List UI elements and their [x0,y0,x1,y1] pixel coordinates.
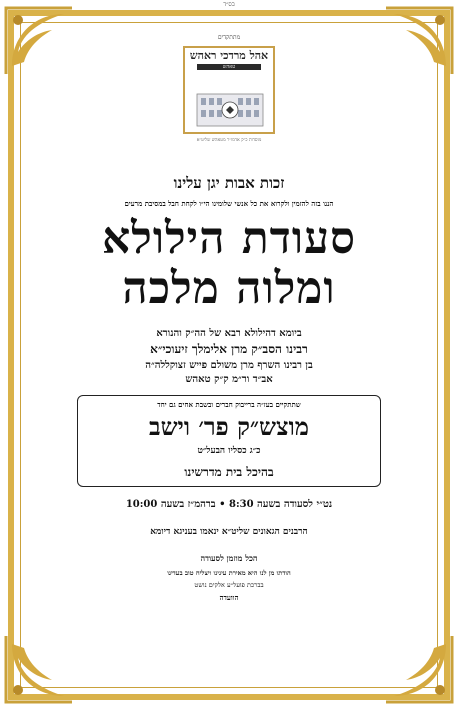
event-date-heading: מוצש״ק פר׳ וישב [149,412,309,441]
hebrew-date: כ״ג כסליו הבעל״ט [197,446,261,456]
event-location: בהיכל בית מדרשינו [184,465,274,479]
event-title-line-1: סעודת הילולא [101,213,357,264]
organization-logo [179,34,279,152]
blessing-line: בברכת פועל״ע אלקים נושט [194,581,264,589]
event-times: נט״י לסעודה בשעה 8:30 • ברהמ״ז בשעה 10:00 [125,499,333,510]
logo-subtitle: טאהש [197,64,261,70]
box-intro: שתתקיים בעז״ה ברייבוק חברים ובשבת אחים גם יחד [157,400,301,409]
logo-top-text: מתתקדים [217,34,241,41]
invitation-content [40,34,418,602]
rebbe-name-line: רבינו הסב״ק מרן אלימלך זיעוכי״א [150,342,308,356]
logo-name: אהל מרדכי ראהש [189,49,269,62]
lineage-line: בן רבינו השרף מרן משולם פייש זצוקללה״ה [145,360,313,371]
logo-bottom-text: מוסדות כ״ק אדמו״ר מטאהש שליט״א [196,138,262,143]
corner-ornament-icon [384,634,454,704]
invitation-intro: הננו בזה להזמין ולקרוא את כל אנשי שלומינו הי״ו לקחת חבל במסיבת מרעים [124,199,334,208]
all-invited-line: הכל מוזמן לסעודה [200,553,258,563]
top-note: בס״ד [223,1,235,8]
opening-heading: זכות אבות יגן עלינו [173,174,285,192]
speakers-line: הרבנים הגאונים שליט״א ינאמו בעניגא דיומא [150,527,308,537]
corner-ornament-icon [4,634,74,704]
title-line: אב״ד ור״מ ק״ק טאהש [185,374,273,385]
occasion-line: ביומא דהילולא רבא של הה״ק והנורא [156,328,302,339]
event-details-box [77,395,381,487]
building-icon [195,84,265,128]
signature: הוועדה [219,593,239,602]
thanks-line: הודתו מן לנו היא מאירת עינינו ויצליח טוב בעדינו [167,569,291,577]
event-title-line-2: ומלוה מלכה [122,263,336,314]
